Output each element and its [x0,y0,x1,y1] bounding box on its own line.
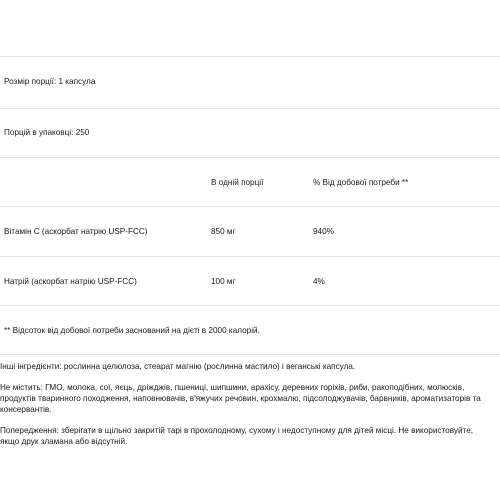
column-header-per-serving: В одній порції [211,178,264,187]
divider [0,206,500,207]
divider [0,256,500,257]
serving-size: Розмір порції: 1 капсула [4,77,96,86]
nutrient-name: Вітамін C (аскорбат натрію USP-FCC) [4,227,148,236]
nutrient-daily-value: 940% [313,227,334,236]
servings-per-container: Порцій в упаковці: 250 [4,128,90,137]
nutrient-name: Натрій (аскорбат натрію USP-FCC) [4,277,137,286]
divider [0,157,500,158]
column-header-daily-value: % Від добової потреби ** [313,178,409,187]
nutrient-daily-value: 4% [313,277,325,286]
divider [0,108,500,109]
free-of-statement: Не містить: ГМО, молока, сої, яєць, дріжджів, пшениці, шипшини, арахісу, деревних горіхів, риби, ракоподібних, молюсків, продуктів тваринного походження, наповнювачів, в'яжучих речовин, крохмалю, підсолоджувачів, барвників, ароматизаторів та консервантів. [0,383,481,414]
daily-value-footnote: ** Відсоток від добової потреби заснований на дієті в 2000 калорій. [4,326,260,335]
warning-statement: Попередження: зберігати в щільно закритій тарі в прохолодному, сухому і недоступному для дітей місці. Не використовуйте, якщо друк зламана або відсутній. [0,426,474,446]
divider [0,354,500,355]
divider [0,305,500,306]
other-ingredients: Інші інгредієнти: рослинна целюлоза, стеарат магнію (рослинна мастило) і веганські капсула. [0,362,356,371]
nutrient-amount: 850 мг [211,227,236,236]
divider [0,56,500,57]
nutrient-amount: 100 мг [211,277,236,286]
